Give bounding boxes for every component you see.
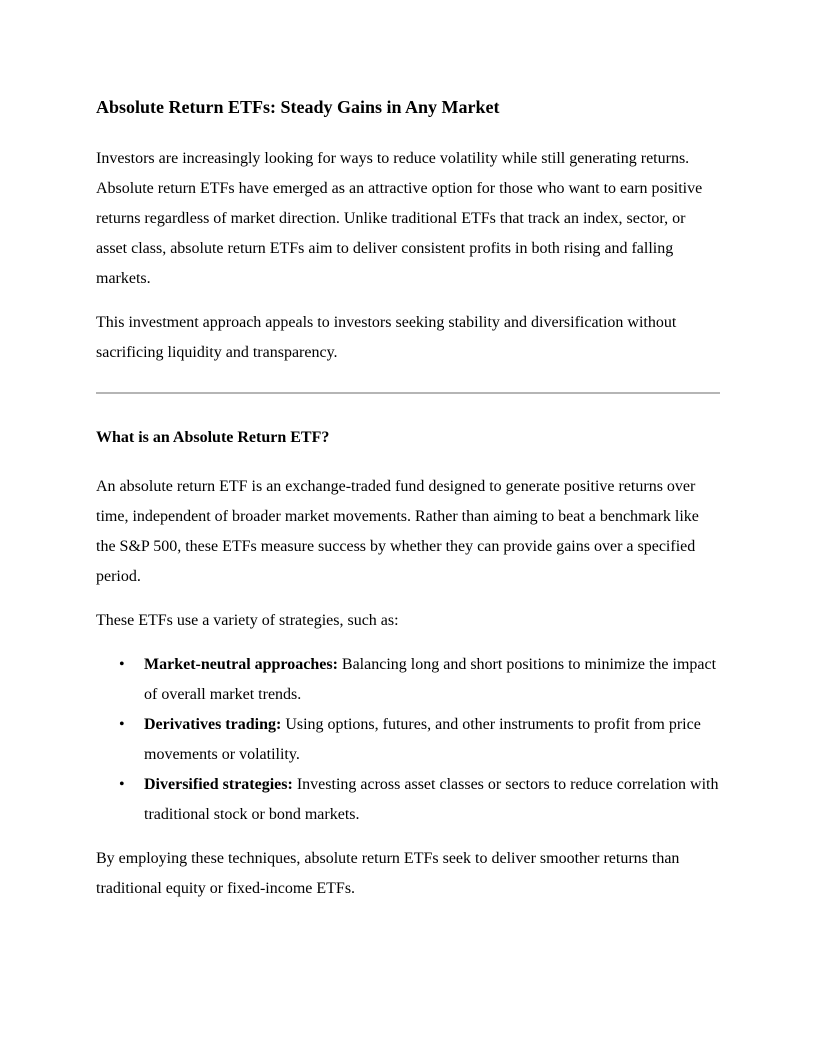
list-item (119, 650, 720, 710)
strategies-intro-paragraph: These ETFs use a variety of strategies, such as: (96, 612, 399, 629)
list-item-text: Balancing long and short positions to minimize the impact of overall market trends. (144, 656, 717, 703)
intro-paragraph-1: Investors are increasingly looking for ways to reduce volatility while still generating returns. Absolute return ETFs have emerged as an attractive option for those who want to earn positive returns regardless of market direction. Unlike traditional ETFs that track an index, sector, or asset class, absolute return ETFs aim to deliver consistent profits in both rising and falling markets. (96, 150, 703, 287)
section-divider (96, 392, 720, 394)
strategies-list (96, 650, 720, 830)
list-item (119, 770, 720, 830)
list-item-term: Derivatives trading: (144, 716, 282, 733)
list-item-term: Market-neutral approaches: (144, 656, 338, 673)
document-page (96, 94, 720, 918)
bullet-icon: • (119, 656, 125, 673)
document-title: Absolute Return ETFs: Steady Gains in Any Market (96, 97, 500, 117)
list-item-text: Using options, futures, and other instruments to profit from price movements or volatility. (144, 716, 701, 763)
section-heading: What is an Absolute Return ETF? (96, 429, 330, 446)
intro-paragraph-2: This investment approach appeals to investors seeking stability and diversification without sacrificing liquidity and transparency. (96, 314, 677, 361)
bullet-icon: • (119, 716, 125, 733)
bullet-icon: • (119, 776, 125, 793)
conclusion-paragraph: By employing these techniques, absolute return ETFs seek to deliver smoother returns than traditional equity or fixed-income ETFs. (96, 850, 680, 897)
list-item-term: Diversified strategies: (144, 776, 293, 793)
list-item (119, 710, 720, 770)
list-item-text: Investing across asset classes or sectors to reduce correlation with traditional stock or bond markets. (144, 776, 719, 823)
definition-paragraph: An absolute return ETF is an exchange-traded fund designed to generate positive returns over time, independent of broader market movements. Rather than aiming to beat a benchmark like the S&P 500, these ETFs measure success by whether they can provide gains over a specified period. (96, 478, 699, 585)
